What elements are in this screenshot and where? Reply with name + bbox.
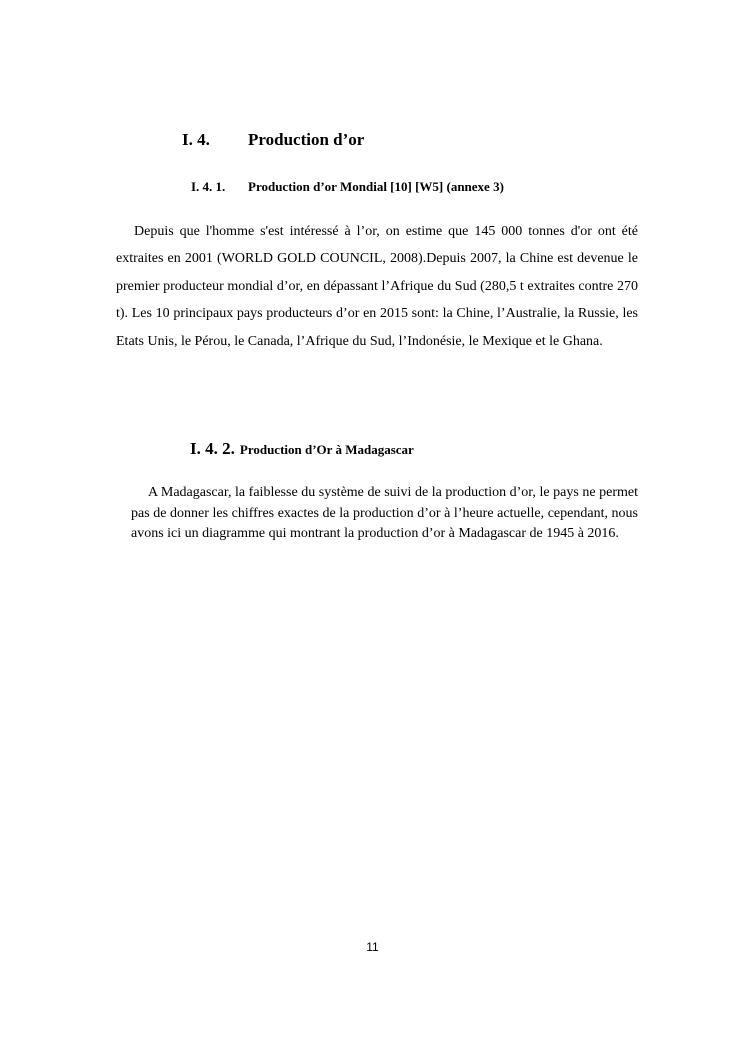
subsection-2-number: I. 4. 2. [190, 439, 235, 458]
subsection-1-title: Production d’or Mondial [10] [W5] (annexe 3) [248, 179, 504, 194]
section-number: I. 4. [182, 130, 210, 149]
subsection-1-number: I. 4. 1. [191, 179, 226, 194]
subsection-2-heading [190, 439, 414, 459]
section-heading [182, 130, 364, 150]
subsection-1-heading [191, 179, 504, 195]
page-number: 11 [366, 940, 379, 954]
subsection-2-title: Production d’Or à Madagascar [239, 442, 414, 457]
subsection-1-paragraph: Depuis que l'homme s'est intéressé à l’or, on estime que 145 000 tonnes d'or ont été extraites en 2001 (WORLD GOLD COUNCIL, 2008).Depuis 2007, la Chine est devenue le premier producteur mondial d’or, en dépassant l’Afrique du Sud (280,5 t extraites contre 270 t). Les 10 principaux pays producteurs d’or en 2015 sont: la Chine, l’Australie, la Russie, les Etats Unis, le Pérou, le Canada, l’Afrique du Sud, l’Indonésie, le Mexique et le Ghana. [116, 224, 638, 349]
section-title: Production d’or [248, 130, 365, 149]
subsection-2-paragraph: A Madagascar, la faiblesse du système de suivi de la production d’or, le pays ne permet pas de donner les chiffres exactes de la production d’or à l’heure actuelle, cependant, nous avons ici un diagramme qui montrant la production d’or à Madagascar de 1945 à 2016. [131, 485, 638, 541]
